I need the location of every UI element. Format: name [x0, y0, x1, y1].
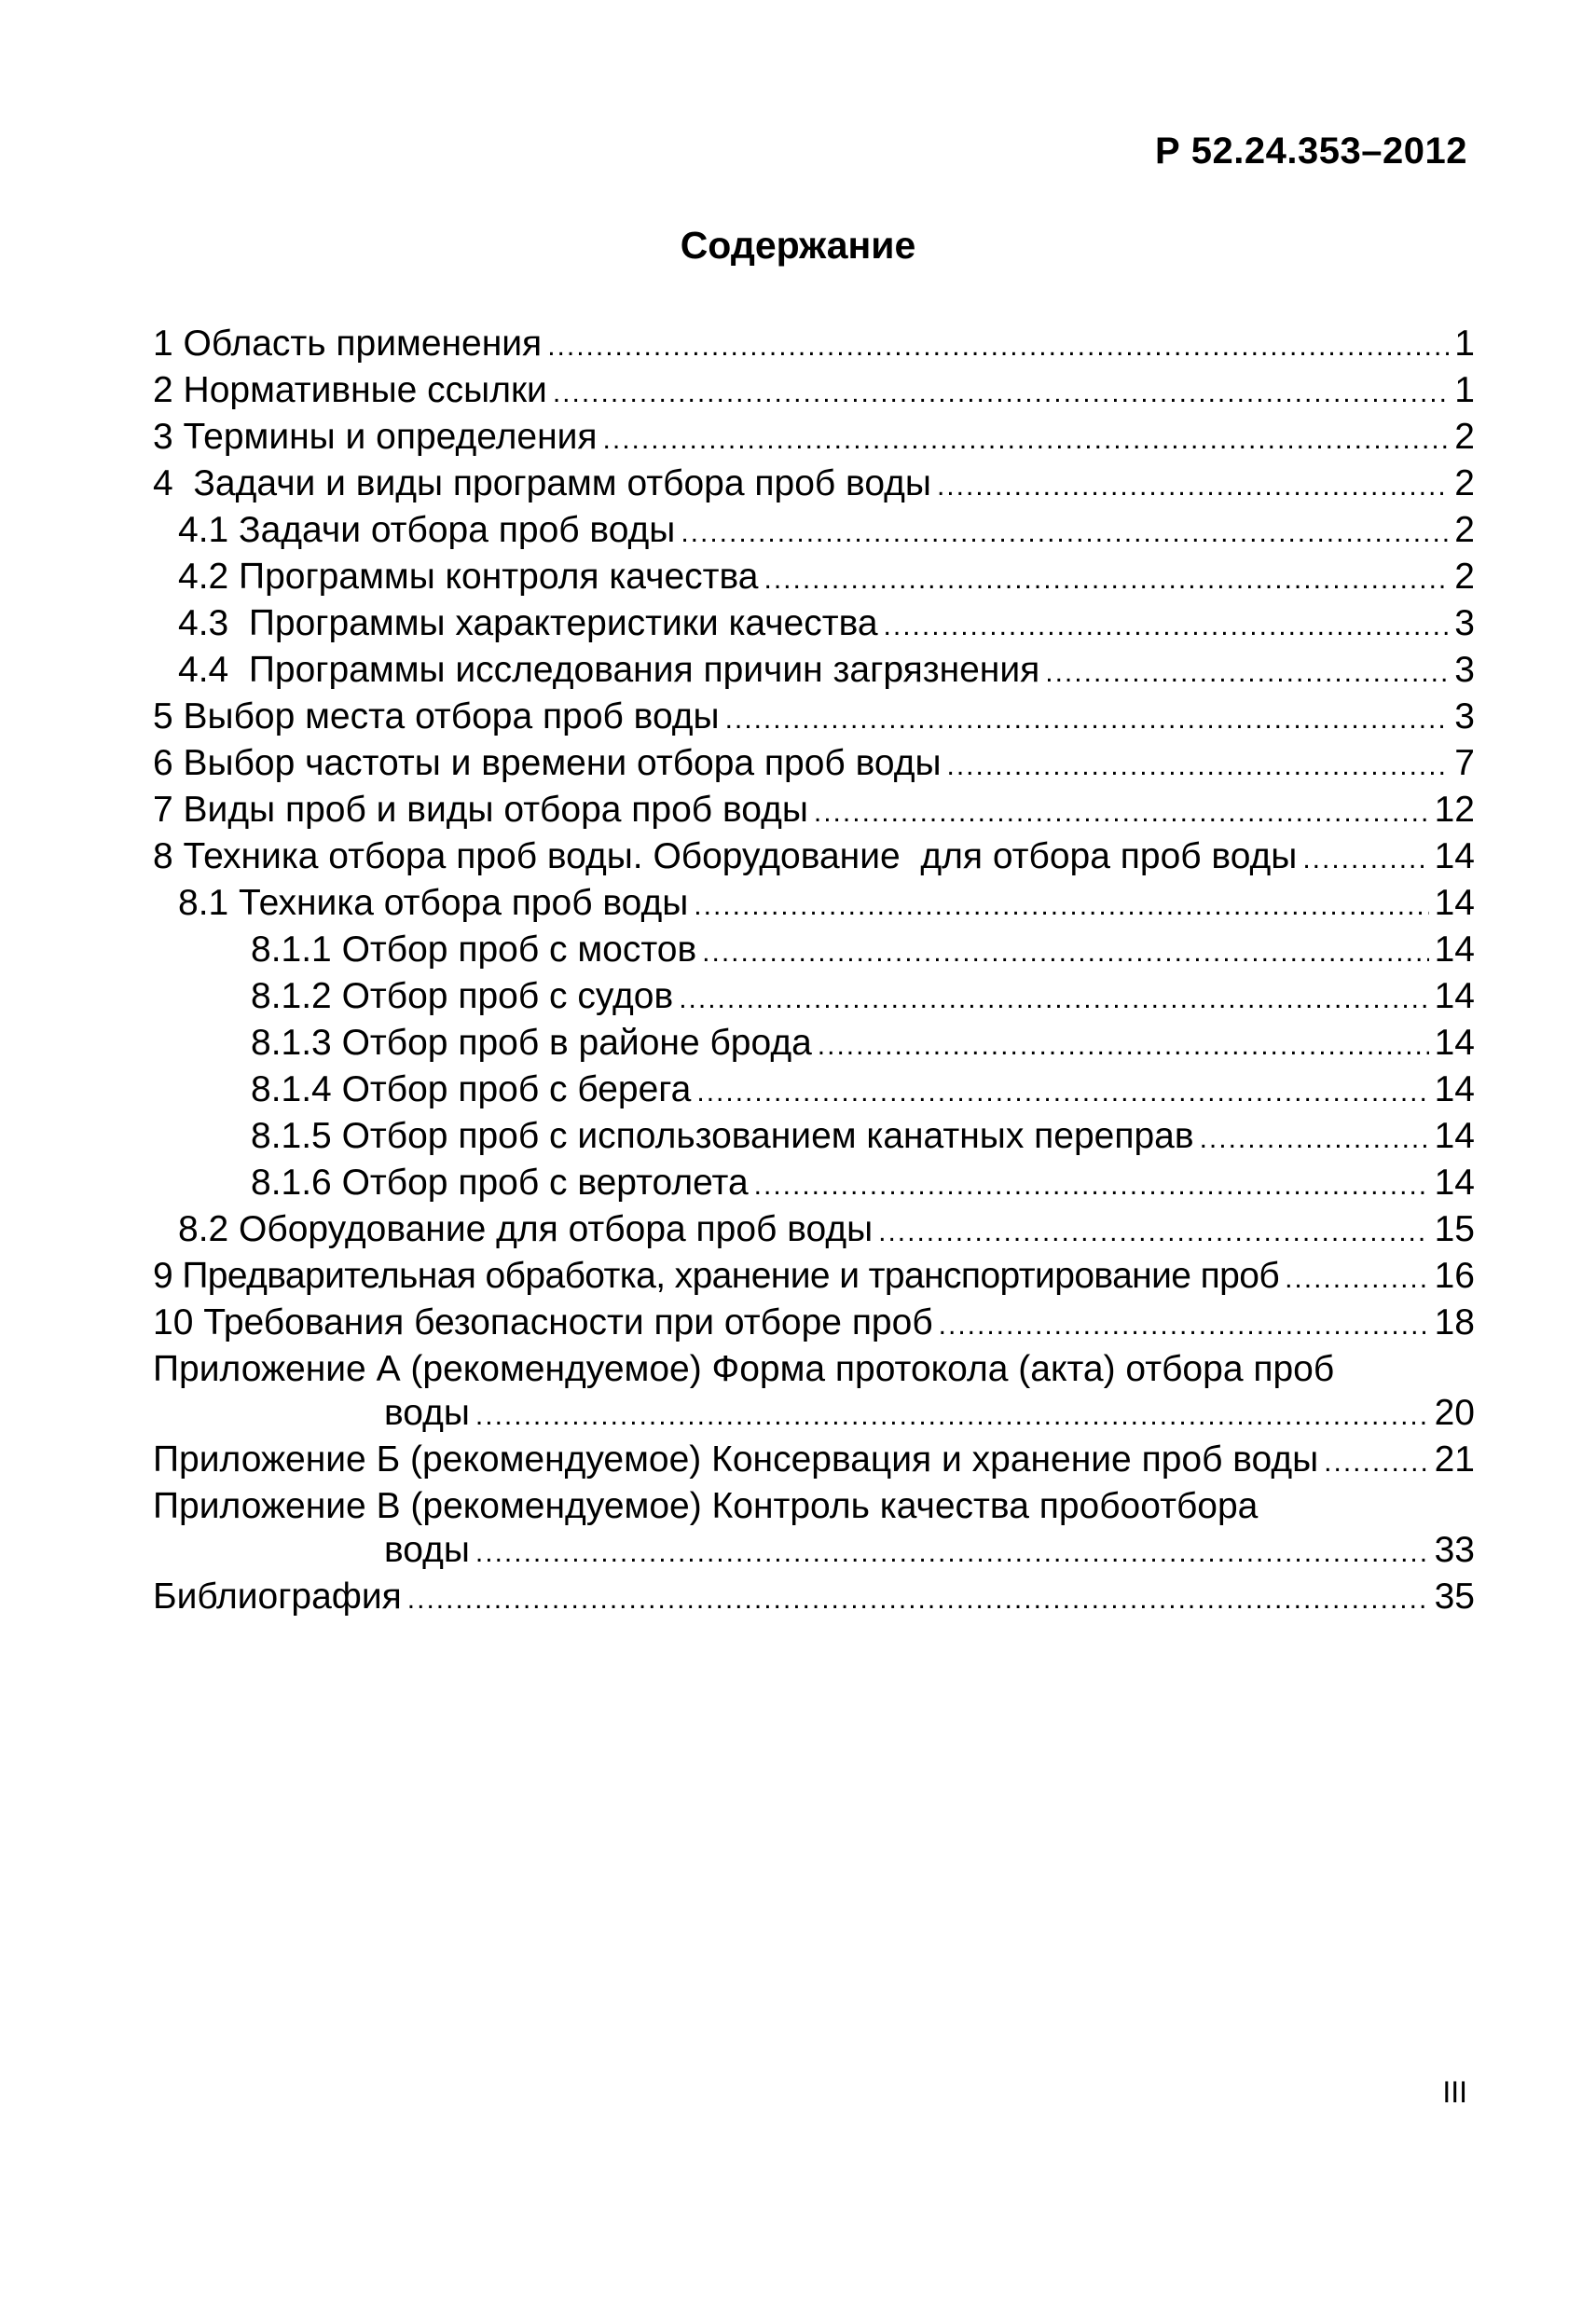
toc-entry-label: 2 Нормативные ссылки — [153, 370, 547, 410]
toc-entry-page: 3 — [1454, 696, 1475, 737]
toc-entry-page: 35 — [1434, 1576, 1475, 1617]
dot-leader — [1302, 834, 1428, 881]
toc-entry-label: 4.1 Задачи отбора проб воды — [178, 510, 676, 550]
table-of-contents — [153, 322, 1475, 1621]
toc-entry-continuation — [153, 1391, 1475, 1438]
dot-leader — [884, 601, 1450, 648]
dot-leader — [939, 1301, 1429, 1347]
dot-leader — [814, 788, 1429, 834]
toc-entry-page: 2 — [1454, 510, 1475, 550]
toc-entry-7[interactable] — [153, 788, 1475, 834]
toc-entry-9[interactable] — [153, 1254, 1475, 1301]
toc-entry-6[interactable] — [153, 741, 1475, 788]
toc-entry-label-line1: Приложение В (рекомендуемое) Контроль качества пробоотбора — [153, 1486, 1259, 1526]
toc-entry-label: 9 Предварительная обработка, хранение и транспортирование проб — [153, 1256, 1280, 1296]
dot-leader — [694, 881, 1428, 928]
dot-leader — [818, 1021, 1429, 1067]
toc-entry-page: 21 — [1434, 1439, 1475, 1480]
toc-entry-label: воды — [384, 1393, 470, 1433]
toc-entry-8-2[interactable] — [153, 1207, 1475, 1254]
toc-entry-4-2[interactable] — [153, 555, 1475, 601]
toc-entry-label: 8.1.5 Отбор проб с использованием канатных переправ — [251, 1116, 1194, 1156]
toc-entry-page: 1 — [1454, 324, 1475, 364]
toc-entry-label: 8.1 Техника отбора проб воды — [178, 883, 689, 923]
toc-entry-page: 14 — [1434, 1069, 1475, 1109]
toc-entry-page: 15 — [1434, 1209, 1475, 1249]
toc-entry-label: 7 Виды проб и виды отбора проб воды — [153, 790, 808, 830]
toc-entry-label: Библиография — [153, 1576, 402, 1617]
toc-entry-page: 2 — [1454, 417, 1475, 457]
toc-entry-label: 8.1.3 Отбор проб в районе брода — [251, 1023, 812, 1063]
dot-leader — [553, 368, 1449, 415]
toc-entry-continuation — [153, 1528, 1475, 1575]
toc-entry-label: 1 Область применения — [153, 324, 543, 364]
toc-entry-label: 8.1.1 Отбор проб с мостов — [251, 929, 697, 970]
toc-entry-8-1-2[interactable] — [153, 974, 1475, 1021]
toc-entry-8-1[interactable] — [153, 881, 1475, 928]
toc-entry-label: 4.3 Программы характеристики качества — [178, 603, 878, 643]
toc-entry-label: 8 Техника отбора проб воды. Оборудование для отбора проб воды — [153, 836, 1298, 876]
dot-leader — [1324, 1438, 1428, 1484]
toc-entry-bibliography[interactable] — [153, 1575, 1475, 1621]
dot-leader — [725, 695, 1450, 741]
toc-entry-page: 3 — [1454, 603, 1475, 643]
toc-entry-4[interactable] — [153, 461, 1475, 508]
toc-entry-4-3[interactable] — [153, 601, 1475, 648]
dot-leader — [764, 555, 1449, 601]
toc-entry-8-1-6[interactable] — [153, 1161, 1475, 1207]
toc-entry-page: 33 — [1434, 1530, 1475, 1570]
toc-entry-page: 20 — [1434, 1393, 1475, 1433]
toc-entry-page: 14 — [1434, 1116, 1475, 1156]
dot-leader — [407, 1575, 1429, 1621]
dot-leader — [547, 322, 1449, 368]
toc-entry-5[interactable] — [153, 695, 1475, 741]
dot-leader — [1285, 1254, 1429, 1301]
toc-entry-page: 2 — [1454, 463, 1475, 503]
toc-entry-appendix-a[interactable] — [153, 1347, 1475, 1438]
toc-entry-page: 2 — [1454, 557, 1475, 597]
toc-entry-page: 1 — [1454, 370, 1475, 410]
toc-entry-8-1-5[interactable] — [153, 1114, 1475, 1161]
toc-entry-10[interactable] — [153, 1301, 1475, 1347]
dot-leader — [1045, 648, 1449, 695]
dot-leader — [702, 928, 1428, 974]
toc-entry-label: 8.1.2 Отбор проб с судов — [251, 976, 674, 1016]
toc-entry-page: 14 — [1434, 883, 1475, 923]
toc-entry-appendix-v[interactable] — [153, 1484, 1475, 1575]
toc-entry-2[interactable] — [153, 368, 1475, 415]
toc-entry-label: 6 Выбор частоты и времени отбора проб воды — [153, 743, 942, 783]
toc-entry-page: 16 — [1434, 1256, 1475, 1296]
dot-leader — [754, 1161, 1429, 1207]
toc-entry-4-4[interactable] — [153, 648, 1475, 695]
toc-entry-3[interactable] — [153, 415, 1475, 461]
toc-entry-label: 8.1.6 Отбор проб с вертолета — [251, 1163, 749, 1203]
dot-leader — [475, 1528, 1429, 1575]
toc-entry-label: 3 Термины и определения — [153, 417, 598, 457]
toc-entry-page: 14 — [1434, 929, 1475, 970]
toc-entry-label: 4.4 Программы исследования причин загрязнения — [178, 650, 1040, 690]
dot-leader — [679, 974, 1428, 1021]
dot-leader — [475, 1391, 1429, 1438]
toc-entry-1[interactable] — [153, 322, 1475, 368]
dot-leader — [947, 741, 1450, 788]
toc-entry-label: 8.2 Оборудование для отбора проб воды — [178, 1209, 874, 1249]
toc-entry-label: 10 Требования безопасности при отборе проб — [153, 1302, 933, 1342]
page-number: III — [1442, 2075, 1467, 2109]
dot-leader — [878, 1207, 1428, 1254]
toc-entry-label: 4 Задачи и виды программ отбора проб воды — [153, 463, 931, 503]
toc-entry-4-1[interactable] — [153, 508, 1475, 555]
toc-entry-page: 14 — [1434, 976, 1475, 1016]
toc-entry-page: 3 — [1454, 650, 1475, 690]
toc-entry-page: 18 — [1434, 1302, 1475, 1342]
dot-leader — [696, 1067, 1428, 1114]
toc-title: Содержание — [680, 224, 916, 267]
dot-leader — [681, 508, 1449, 555]
document-code: Р 52.24.353–2012 — [1155, 131, 1467, 172]
toc-entry-page: 14 — [1434, 1023, 1475, 1063]
dot-leader — [1200, 1114, 1429, 1161]
toc-entry-8-1-3[interactable] — [153, 1021, 1475, 1067]
toc-entry-label: 4.2 Программы контроля качества — [178, 557, 759, 597]
toc-entry-label: 5 Выбор места отбора проб воды — [153, 696, 720, 737]
toc-entry-page: 12 — [1434, 790, 1475, 830]
dot-leader — [603, 415, 1450, 461]
toc-entry-8-1-4[interactable] — [153, 1067, 1475, 1114]
toc-entry-label: Приложение Б (рекомендуемое) Консервация и хранение проб воды — [153, 1439, 1319, 1480]
toc-entry-label-line1: Приложение А (рекомендуемое) Форма протокола (акта) отбора проб — [153, 1349, 1335, 1389]
toc-entry-page: 14 — [1434, 836, 1475, 876]
toc-entry-page: 14 — [1434, 1163, 1475, 1203]
toc-entry-appendix-b[interactable] — [153, 1438, 1475, 1484]
toc-entry-8[interactable] — [153, 834, 1475, 881]
toc-entry-8-1-1[interactable] — [153, 928, 1475, 974]
toc-entry-page: 7 — [1454, 743, 1475, 783]
toc-entry-label: 8.1.4 Отбор проб с берега — [251, 1069, 692, 1109]
toc-entry-label: воды — [384, 1530, 470, 1570]
dot-leader — [937, 461, 1449, 508]
